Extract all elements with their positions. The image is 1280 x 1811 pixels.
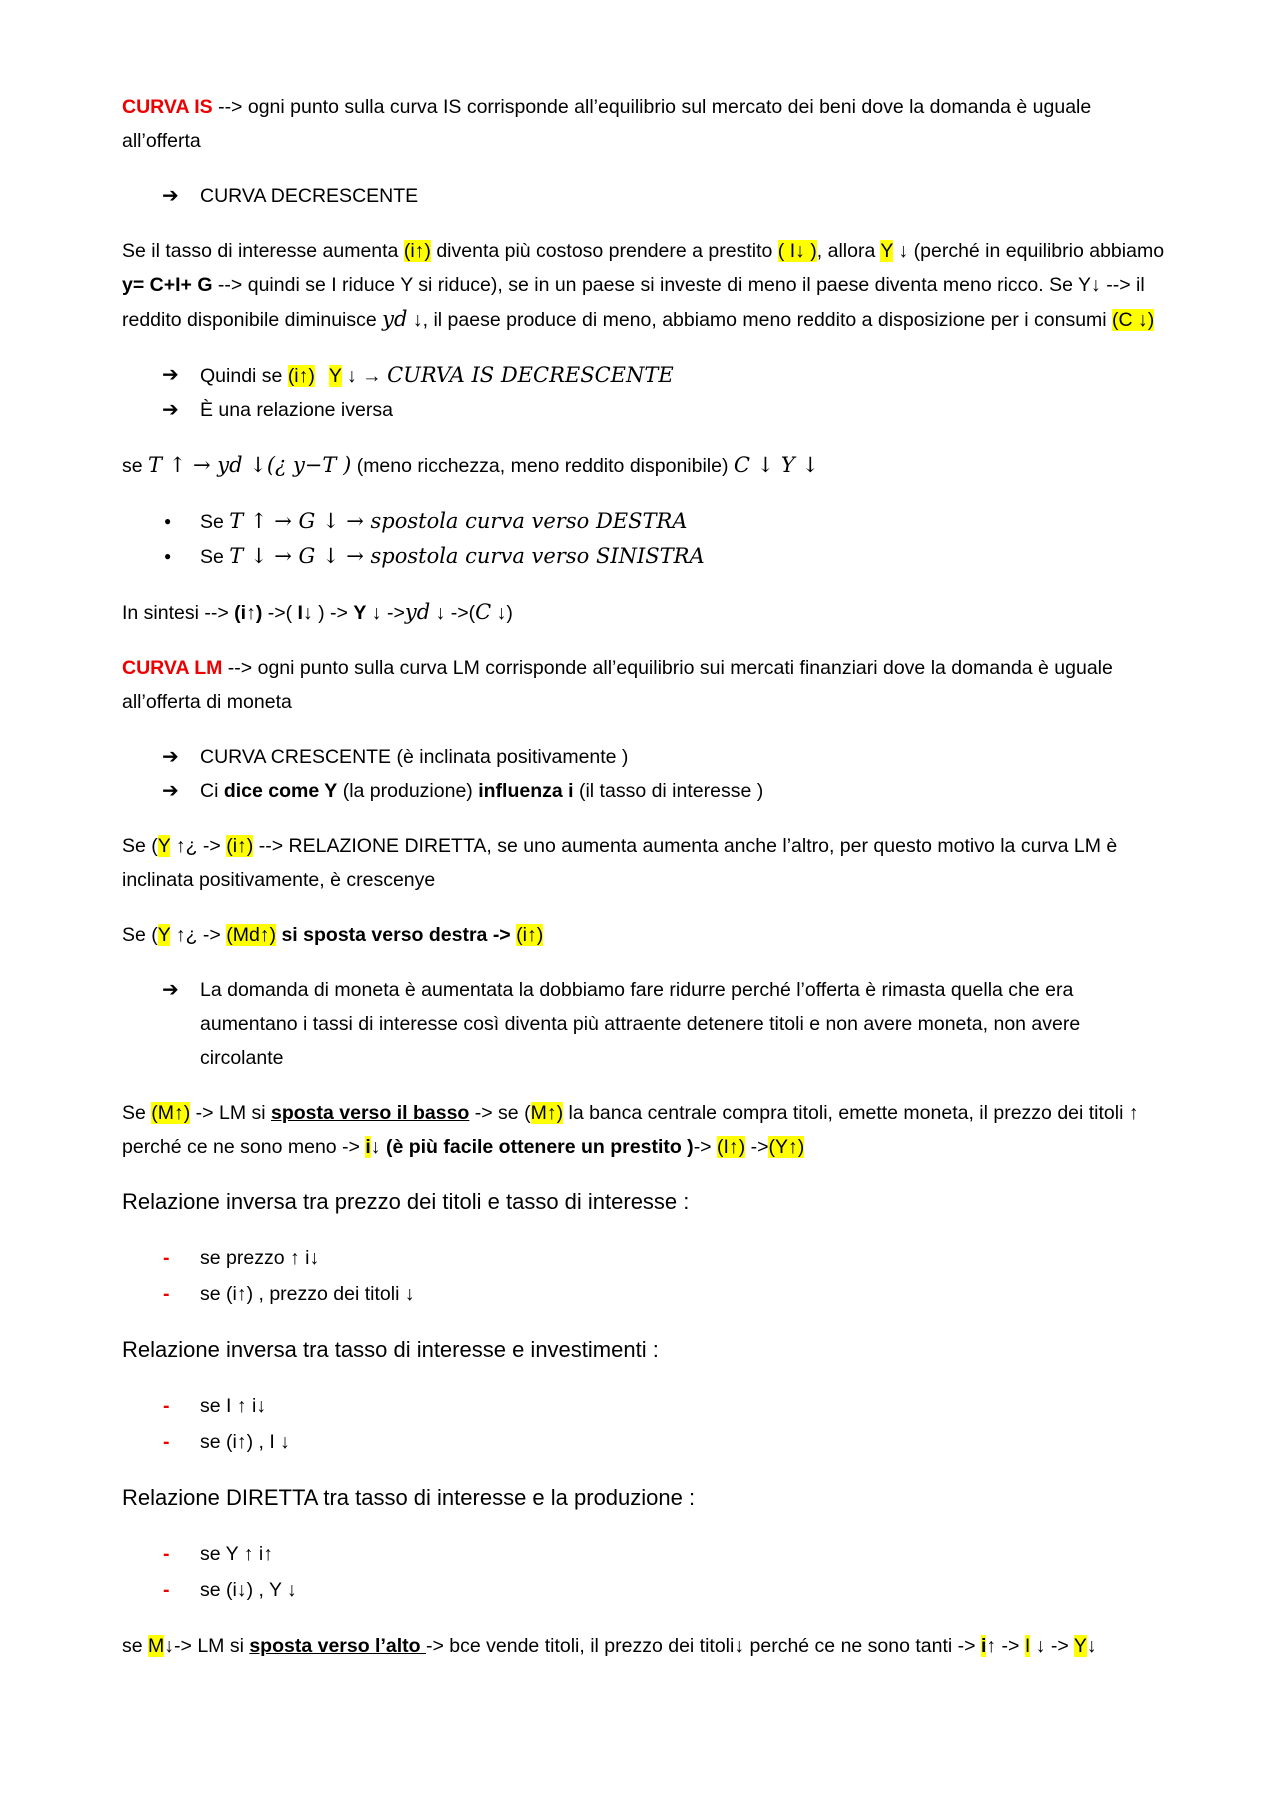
dash-list [122, 1240, 1167, 1312]
dash-item: - se (i↑) , I ↓ [122, 1424, 1167, 1460]
document-body [122, 90, 1167, 1684]
arrow-item: ➔ CURVA CRESCENTE (è inclinata positivamente ) [122, 740, 1167, 774]
is-curve-title: CURVA IS [122, 96, 213, 118]
arrow-item: ➔ È una relazione iversa [122, 393, 1167, 427]
arrow-item: ➔ Ci dice come Y (la produzione) influenza i (il tasso di interesse ) [122, 774, 1167, 808]
bullet-item: ● Se T ↓ → G ↓ → spostola curva verso SINISTRA [122, 539, 1167, 574]
bullet-list [122, 504, 1167, 574]
dash-item: - se Y ↑ i↑ [122, 1536, 1167, 1572]
lm-curve-definition: CURVA LM --> ogni punto sulla curva LM corrisponde all’equilibrio sui mercati finanziari dove la domanda è uguale all’offerta di moneta [122, 657, 1113, 713]
bullet-item: ● Se T ↑ → G ↓ → spostola curva verso DESTRA [122, 504, 1167, 539]
dash-item: - se prezzo ↑ i↓ [122, 1240, 1167, 1276]
lm-curve-title: CURVA LM [122, 657, 223, 679]
arrow-list [122, 973, 1167, 1075]
arrow-item: ➔ CURVA DECRESCENTE [122, 179, 1167, 213]
is-explanation: Se il tasso di interesse aumenta (i↑) diventa più costoso prendere a prestito ( I↓ ), allora Y ↓ (perché in equilibrio abbiamo y= C+I+ G --> quindi se I riduce Y si riduce), se in un paese si investe di meno il paese diventa meno ricco. Se Y↓ --> il reddito disponibile diminuisce yd ↓, il paese produce di meno, abbiamo meno reddito a disposizione per i consumi (C ↓) [122, 240, 1165, 331]
money-supply-decrease: se M↓-> LM si sposta verso l’alto -> bce vende titoli, il prezzo dei titoli↓ perché ce ne sono tanti -> i↑ -> I ↓ -> Y↓ [122, 1635, 1097, 1657]
relation-heading-investments: Relazione inversa tra tasso di interesse e investimenti : [122, 1337, 659, 1362]
arrow-list [122, 358, 1167, 427]
arrow-item: ➔ La domanda di moneta è aumentata la dobbiamo fare ridurre perché l’offerta è rimasta quella che era aumentano i tassi di interesse così diventa più attraente detenere titoli e non avere moneta, non avere circolante [122, 973, 1167, 1075]
arrow-list [122, 740, 1167, 808]
dash-list [122, 1388, 1167, 1460]
lm-direct-relation: Se (Y ↑¿ -> (i↑) --> RELAZIONE DIRETTA, se uno aumenta aumenta anche l’altro, per questo motivo la curva LM è inclinata positivamente, è crescenye [122, 835, 1118, 891]
equilibrium-equation: y= C+I+ G [122, 274, 213, 296]
dash-item: - se (i↓) , Y ↓ [122, 1572, 1167, 1608]
relation-heading-production: Relazione DIRETTA tra tasso di interesse e la produzione : [122, 1485, 696, 1510]
is-curve-definition: CURVA IS --> ogni punto sulla curva IS corrisponde all’equilibrio sul mercato dei beni dove la domanda è uguale all’offerta [122, 96, 1092, 152]
dash-item: - se (i↑) , prezzo dei titoli ↓ [122, 1276, 1167, 1312]
tax-relation: se T ↑ → yd ↓(¿ y−T ) (meno ricchezza, meno reddito disponibile) C ↓ Y ↓ [122, 453, 820, 477]
summary-line: In sintesi --> (i↑) ->( I↓ ) -> Y ↓ ->yd ↓ ->(C ↓) [122, 600, 513, 624]
money-supply-increase: Se (M↑) -> LM si sposta verso il basso -> se (M↑) la banca centrale compra titoli, emette moneta, il prezzo dei titoli ↑ perché ce ne sono meno -> i↓ (è più facile ottenere un prestito )-> (I↑) ->(Y↑) [122, 1102, 1139, 1158]
dash-item: - se I ↑ i↓ [122, 1388, 1167, 1424]
dash-list [122, 1536, 1167, 1608]
arrow-item: ➔ Quindi se (i↑) Y ↓ → CURVA IS DECRESCENTE [122, 358, 1167, 393]
relation-heading-prices: Relazione inversa tra prezzo dei titoli e tasso di interesse : [122, 1189, 690, 1214]
money-demand-shift: Se (Y ↑¿ -> (Md↑) si sposta verso destra -> (i↑) [122, 924, 544, 946]
arrow-list [122, 179, 1167, 213]
